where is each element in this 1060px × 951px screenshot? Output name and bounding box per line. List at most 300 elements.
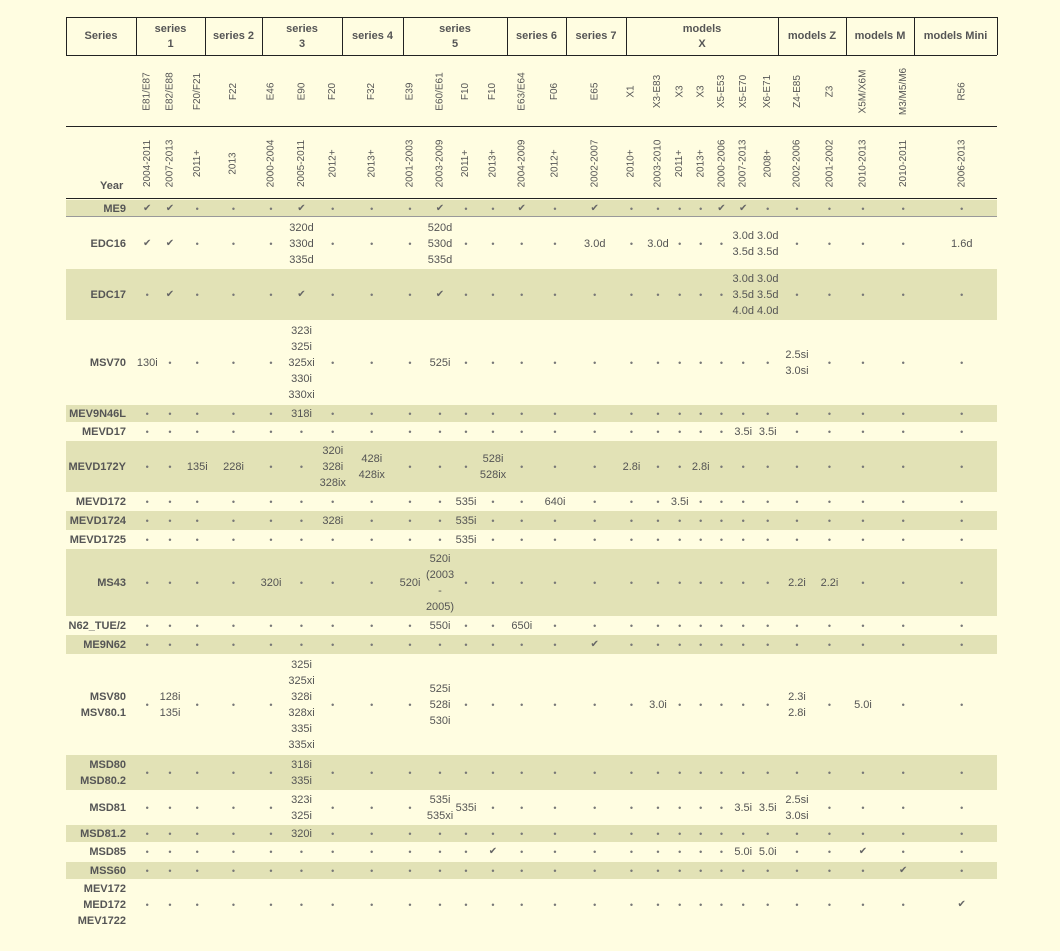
- compat-cell: •: [699, 846, 703, 857]
- compat-cell: •: [168, 577, 172, 588]
- compat-cell: •: [699, 534, 703, 545]
- compat-cell: •: [269, 828, 273, 839]
- model-label: E46: [265, 82, 277, 100]
- compat-cell: •: [145, 639, 149, 650]
- model-header: [315, 58, 351, 124]
- compat-cell: •: [331, 534, 335, 545]
- compat-cell: •: [861, 426, 865, 437]
- ecu-label: [66, 755, 132, 790]
- compat-cell: 3.0d 3.5d: [732, 229, 754, 258]
- compat-cell: •: [678, 699, 682, 710]
- compat-cell: •: [827, 865, 832, 876]
- model-header: [813, 58, 846, 124]
- compat-cell: ✔: [143, 202, 152, 214]
- compat-cell: •: [331, 289, 335, 300]
- compat-cell: •: [195, 496, 199, 507]
- compat-cell: •: [656, 357, 660, 368]
- compat-cell: •: [741, 639, 745, 650]
- compat-cell: •: [438, 408, 442, 419]
- ecu-name: MEVD17: [81, 425, 126, 438]
- compat-cell: •: [678, 865, 682, 876]
- compat-cell: •: [827, 620, 832, 631]
- compat-cell: 2.2i: [820, 576, 839, 589]
- compat-cell: •: [168, 828, 172, 839]
- compat-cell: •: [299, 620, 304, 631]
- compat-cell: •: [901, 515, 905, 526]
- compat-cell: •: [795, 289, 799, 300]
- compat-cell: 2.5si 3.0si: [785, 348, 809, 377]
- compat-cell: •: [741, 899, 745, 910]
- compat-cell: •: [593, 828, 597, 839]
- model-header: [711, 58, 732, 124]
- year-range: 2002-2006: [791, 139, 803, 187]
- compat-cell: •: [491, 408, 495, 419]
- compat-cell: •: [491, 699, 495, 710]
- compat-cell: •: [299, 461, 304, 472]
- ecu-name: N62_TUE/2: [68, 619, 126, 632]
- compat-cell: •: [408, 828, 412, 839]
- year-header: [781, 130, 813, 196]
- series-group-header: series 1: [154, 22, 187, 50]
- compat-cell: 320i 328i 328ix: [319, 444, 346, 489]
- compat-cell: •: [861, 620, 865, 631]
- compat-cell: •: [408, 461, 412, 472]
- compat-cell: •: [861, 461, 865, 472]
- compat-cell: •: [901, 496, 905, 507]
- compat-cell: 3.0d: [584, 237, 606, 250]
- compat-cell: •: [629, 515, 634, 526]
- compat-cell: •: [901, 203, 905, 214]
- model-header: [732, 58, 755, 124]
- compat-cell: •: [370, 639, 374, 650]
- ecu-label: [66, 441, 132, 492]
- compat-cell: •: [464, 767, 468, 778]
- compat-cell: •: [299, 639, 304, 650]
- compat-cell: •: [593, 357, 597, 368]
- ecu-label: [66, 654, 132, 755]
- compat-cell: 3.0d: [647, 237, 669, 250]
- compat-cell: •: [699, 408, 703, 419]
- compat-cell: 318i 335i: [291, 758, 312, 787]
- model-label: M3/M5/M6: [897, 67, 909, 115]
- compat-cell: •: [269, 899, 273, 910]
- compat-cell: ✔: [957, 898, 966, 910]
- ecu-label: [66, 200, 132, 217]
- compat-cell: •: [629, 828, 634, 839]
- year-range: 2003-2009: [434, 139, 446, 187]
- compat-cell: •: [408, 865, 412, 876]
- year-header: [351, 130, 394, 196]
- compat-cell: •: [299, 577, 304, 588]
- compat-cell: •: [331, 699, 335, 710]
- compat-cell: •: [960, 577, 964, 588]
- compat-cell: •: [269, 620, 273, 631]
- compat-cell: ✔: [165, 237, 175, 249]
- compat-cell: •: [269, 865, 273, 876]
- compat-cell: •: [408, 357, 412, 368]
- compat-cell: •: [656, 203, 660, 214]
- compat-cell: •: [741, 767, 745, 778]
- compat-cell: •: [464, 203, 468, 214]
- ecu-label: [66, 825, 132, 842]
- compat-cell: 3.5i: [758, 425, 777, 438]
- compat-cell: •: [370, 426, 374, 437]
- compat-cell: •: [299, 846, 304, 857]
- compat-cell: •: [464, 408, 468, 419]
- compat-cell: •: [861, 577, 865, 588]
- compat-cell: •: [699, 865, 703, 876]
- compat-cell: •: [520, 699, 524, 710]
- compat-cell: •: [231, 865, 236, 876]
- compat-cell: •: [629, 699, 634, 710]
- header-rule: [66, 126, 997, 127]
- compat-cell: •: [491, 203, 495, 214]
- compat-cell: •: [656, 620, 660, 631]
- model-header: [880, 58, 927, 124]
- compat-cell: •: [145, 577, 149, 588]
- compat-cell: •: [168, 534, 172, 545]
- compat-cell: •: [370, 357, 374, 368]
- compat-cell: •: [766, 767, 770, 778]
- compat-cell: •: [331, 828, 335, 839]
- compat-cell: 323i 325i 325xi 330i 330xi: [288, 324, 315, 401]
- compat-cell: 3.5i: [734, 801, 753, 814]
- compat-cell: •: [699, 203, 703, 214]
- compat-cell: 3.5i: [734, 425, 753, 438]
- compat-cell: •: [231, 828, 236, 839]
- compat-cell: •: [168, 515, 172, 526]
- year-range: 2011+: [674, 149, 686, 177]
- compat-cell: •: [960, 620, 964, 631]
- compat-cell: •: [553, 238, 557, 249]
- compat-cell: •: [960, 846, 964, 857]
- compat-cell: •: [231, 203, 236, 214]
- compat-cell: •: [168, 639, 172, 650]
- compat-cell: •: [593, 767, 597, 778]
- compat-cell: •: [491, 496, 495, 507]
- compat-cell: •: [656, 577, 660, 588]
- model-label: F10: [460, 82, 472, 100]
- year-range: 2002-2007: [589, 139, 601, 187]
- compat-cell: •: [408, 515, 412, 526]
- compat-cell: •: [553, 577, 557, 588]
- compat-cell: •: [331, 846, 335, 857]
- compat-cell: •: [464, 620, 468, 631]
- model-label: E81/E87: [141, 71, 153, 111]
- compat-cell: •: [168, 846, 172, 857]
- year-header: [393, 130, 427, 196]
- compat-cell: 130i: [136, 356, 158, 369]
- model-label: X5-E53: [716, 74, 728, 108]
- compat-cell: •: [553, 408, 557, 419]
- compat-cell: •: [269, 203, 273, 214]
- year-header: [755, 130, 782, 196]
- compat-cell: •: [678, 238, 682, 249]
- compat-cell: •: [299, 865, 304, 876]
- compat-cell: •: [195, 408, 199, 419]
- compat-cell: ✔: [297, 288, 306, 300]
- compat-cell: •: [827, 203, 832, 214]
- year-range: 2013: [228, 151, 239, 175]
- compat-cell: •: [629, 426, 634, 437]
- model-header: [393, 58, 427, 124]
- compat-cell: •: [719, 238, 724, 249]
- compat-cell: •: [408, 699, 412, 710]
- compat-cell: ✔: [590, 638, 599, 650]
- compat-cell: •: [331, 496, 335, 507]
- compat-cell: 3.0d 3.5d 4.0d: [757, 272, 779, 317]
- compat-cell: •: [901, 802, 905, 813]
- ecu-name: EDC16: [90, 237, 126, 250]
- compat-cell: •: [960, 496, 964, 507]
- compat-cell: •: [719, 828, 724, 839]
- compat-cell: •: [629, 496, 634, 507]
- ecu-name: MEV172: [83, 882, 126, 895]
- ecu-name: MEVD1725: [69, 533, 126, 546]
- ecu-name: MSD81.2: [80, 827, 126, 840]
- ecu-name: MEVD1724: [69, 514, 126, 527]
- compat-cell: •: [678, 461, 682, 472]
- year-range: 2000-2004: [265, 139, 277, 187]
- compat-cell: •: [520, 577, 524, 588]
- compat-cell: •: [370, 767, 374, 778]
- compat-cell: •: [520, 426, 524, 437]
- compat-cell: •: [269, 699, 273, 710]
- compat-cell: •: [766, 534, 770, 545]
- model-label: X3: [695, 84, 707, 98]
- compat-cell: •: [901, 620, 905, 631]
- compat-cell: •: [520, 289, 524, 300]
- compat-cell: •: [231, 639, 236, 650]
- year-header: [647, 130, 669, 196]
- compat-cell: •: [408, 238, 412, 249]
- compat-cell: •: [699, 639, 703, 650]
- year-range: 2000-2006: [716, 139, 728, 187]
- year-header: [507, 130, 537, 196]
- compat-cell: •: [231, 357, 236, 368]
- compat-cell: •: [593, 899, 597, 910]
- year-range: 2005-2011: [296, 139, 307, 187]
- compat-cell: •: [195, 865, 199, 876]
- ecu-name: ME9N62: [83, 638, 126, 651]
- compat-cell: •: [331, 426, 335, 437]
- compat-cell: •: [464, 699, 468, 710]
- year-header: [288, 130, 315, 196]
- compat-cell: •: [370, 408, 374, 419]
- series-group-header: series 3: [286, 22, 318, 50]
- year-range: 2010-2013: [857, 139, 869, 187]
- compat-cell: •: [168, 620, 172, 631]
- compat-cell: •: [719, 802, 724, 813]
- compat-cell: •: [901, 828, 905, 839]
- compat-cell: •: [269, 461, 273, 472]
- ecu-name: MEV9N46L: [69, 407, 126, 420]
- compat-cell: 650i: [511, 619, 533, 632]
- compat-cell: •: [438, 534, 442, 545]
- compat-cell: •: [553, 203, 557, 214]
- compat-cell: •: [438, 496, 442, 507]
- compat-cell: •: [331, 802, 335, 813]
- year-range: 2013+: [366, 148, 378, 178]
- compat-cell: •: [553, 865, 557, 876]
- compat-cell: •: [408, 203, 412, 214]
- year-header: [136, 130, 159, 196]
- series-group-header: models M: [854, 30, 906, 42]
- year-range: 2011+: [191, 149, 203, 177]
- year-header: [453, 130, 479, 196]
- compat-cell: •: [827, 496, 832, 507]
- compat-cell: •: [656, 426, 660, 437]
- compat-cell: •: [491, 357, 495, 368]
- compat-cell: •: [438, 515, 442, 526]
- model-header: [159, 58, 182, 124]
- compat-cell: •: [678, 899, 682, 910]
- compat-cell: •: [520, 461, 524, 472]
- compat-cell: •: [168, 802, 172, 813]
- compat-cell: •: [408, 408, 412, 419]
- compat-cell: 3.0d 3.5d: [757, 229, 779, 258]
- compat-cell: •: [491, 238, 495, 249]
- compat-cell: •: [145, 515, 149, 526]
- compat-cell: 328i: [322, 514, 344, 527]
- compat-cell: •: [719, 865, 724, 876]
- compat-cell: •: [861, 828, 865, 839]
- model-label: X1: [625, 84, 637, 98]
- compat-cell: •: [408, 426, 412, 437]
- year-range: 2012+: [549, 148, 561, 178]
- compat-cell: •: [629, 357, 634, 368]
- year-header: [182, 130, 214, 196]
- year-header: [213, 130, 254, 196]
- compat-cell: ✔: [590, 202, 599, 214]
- compat-cell: •: [719, 357, 724, 368]
- compat-cell: •: [231, 577, 236, 588]
- compat-cell: •: [629, 865, 634, 876]
- compat-cell: •: [195, 426, 199, 437]
- ecu-name: MSD80.2: [80, 774, 126, 787]
- year-range: 2001-2003: [404, 139, 416, 187]
- year-header: [880, 130, 927, 196]
- model-label: F06: [549, 82, 561, 100]
- compat-cell: •: [901, 899, 905, 910]
- compat-cell: •: [231, 534, 236, 545]
- model-header: [427, 58, 453, 124]
- compat-cell: •: [827, 767, 832, 778]
- model-label: X5M/X6M: [857, 69, 869, 113]
- compat-cell: 2.3i 2.8i: [788, 690, 806, 719]
- compat-cell: •: [699, 620, 703, 631]
- year-header: [669, 130, 691, 196]
- ecu-label: [66, 549, 132, 616]
- compat-cell: •: [231, 767, 236, 778]
- ecu-name: MED172: [83, 898, 126, 911]
- compat-cell: 320i: [260, 576, 282, 589]
- compat-cell: •: [827, 238, 832, 249]
- compat-cell: 325i 325xi 328i 328xi 335i 335xi: [288, 658, 315, 751]
- model-header: [691, 58, 712, 124]
- compat-cell: •: [520, 639, 524, 650]
- model-label: X5-E70: [737, 74, 749, 108]
- compat-cell: •: [553, 899, 557, 910]
- compat-cell: •: [593, 289, 597, 300]
- compat-cell: 318i: [291, 407, 312, 420]
- compat-cell: •: [408, 802, 412, 813]
- compat-cell: •: [861, 767, 865, 778]
- compat-cell: •: [370, 496, 374, 507]
- compat-cell: •: [195, 620, 199, 631]
- series-group-header: models X: [682, 22, 722, 50]
- compat-cell: •: [678, 767, 682, 778]
- model-header: [846, 58, 880, 124]
- compat-cell: •: [678, 408, 682, 419]
- compat-cell: 528i 528ix: [479, 452, 507, 481]
- ecu-name: MSV80.1: [80, 706, 126, 719]
- compat-cell: •: [766, 577, 770, 588]
- compat-cell: •: [719, 534, 724, 545]
- compat-cell: •: [901, 289, 905, 300]
- compat-cell: •: [195, 203, 199, 214]
- year-range: 2007-2013: [737, 139, 749, 187]
- compat-cell: 320d 330d 335d: [289, 221, 314, 266]
- compat-cell: •: [901, 699, 905, 710]
- compat-cell: •: [719, 767, 724, 778]
- compat-cell: •: [520, 899, 524, 910]
- compat-cell: ✔: [858, 845, 868, 857]
- compat-cell: •: [741, 534, 745, 545]
- compat-cell: •: [719, 620, 724, 631]
- compat-cell: •: [827, 639, 832, 650]
- compat-cell: •: [331, 899, 335, 910]
- compat-cell: •: [464, 426, 468, 437]
- compat-cell: ✔: [739, 202, 748, 214]
- ecu-label: [66, 635, 132, 654]
- compat-cell: 3.0i: [649, 698, 667, 711]
- compat-cell: •: [299, 515, 304, 526]
- year-range: 2013+: [695, 148, 707, 178]
- compat-cell: •: [656, 846, 660, 857]
- model-label: Z3: [823, 85, 835, 97]
- compat-cell: •: [629, 534, 634, 545]
- compat-cell: •: [741, 357, 745, 368]
- compat-cell: •: [861, 515, 865, 526]
- compat-cell: •: [408, 620, 412, 631]
- compat-cell: •: [861, 639, 865, 650]
- compat-cell: •: [719, 496, 724, 507]
- compat-cell: •: [195, 577, 199, 588]
- compat-cell: 525i 528i 530i: [429, 682, 451, 727]
- compat-cell: •: [795, 408, 799, 419]
- compat-cell: •: [464, 846, 468, 857]
- compat-cell: •: [960, 461, 964, 472]
- compat-cell: 2.8i: [691, 460, 710, 473]
- compat-cell: •: [795, 534, 799, 545]
- compat-cell: •: [719, 408, 724, 419]
- compat-cell: •: [678, 846, 682, 857]
- compat-cell: •: [520, 238, 524, 249]
- compat-cell: 2.5si 3.0si: [785, 793, 809, 822]
- model-header: [669, 58, 691, 124]
- compat-cell: •: [491, 767, 495, 778]
- compat-cell: •: [861, 899, 865, 910]
- model-header: [927, 58, 998, 124]
- ecu-label: [66, 616, 132, 635]
- compat-cell: 323i 325i: [291, 793, 312, 822]
- compat-cell: •: [699, 899, 703, 910]
- year-header: [159, 130, 182, 196]
- series-group-header: series 6: [516, 30, 557, 42]
- compat-cell: ✔: [899, 864, 908, 876]
- compat-cell: •: [370, 846, 374, 857]
